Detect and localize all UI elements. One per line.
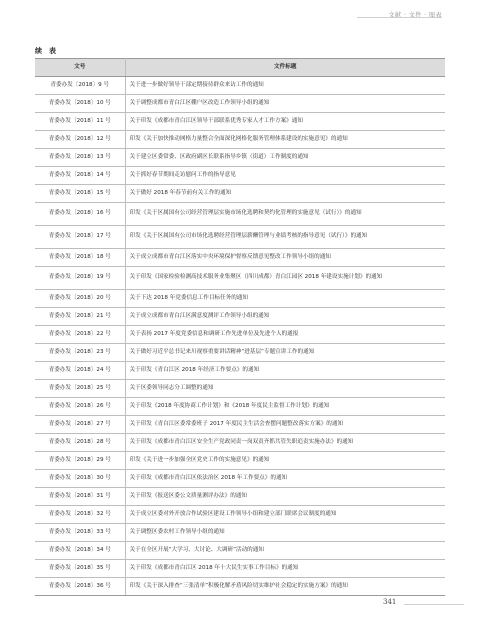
table-row — [35, 524, 445, 542]
table-row — [35, 290, 445, 308]
doc-title-cell: 关于印发《成都市青白江区依法治区 2018 年工作要点》的通知 — [125, 470, 445, 488]
table-row — [35, 416, 445, 434]
doc-title-cell: 关于建立区委常委、区政府副区长联系指导乡镇（街道）工作制度的通知 — [125, 149, 445, 167]
doc-number-cell: 青委办发〔2018〕29 号 — [35, 452, 125, 470]
doc-title-cell: 关于印发《成都市青白江区 2018 年十大民生实事工作目标》的通知 — [125, 560, 445, 578]
doc-title-cell: 关于成立成都市青白江区落实中央环境保护督察反馈意见整改工作领导小组的通知 — [125, 249, 445, 267]
doc-title-cell: 关于调整区委农村工作领导小组的通知 — [125, 524, 445, 542]
doc-number-cell: 青委办发〔2018〕19 号 — [35, 267, 125, 290]
table-row — [35, 77, 445, 95]
table-row — [35, 113, 445, 131]
doc-number-cell: 青委办发〔2018〕35 号 — [35, 560, 125, 578]
table-row — [35, 249, 445, 267]
table-row — [35, 308, 445, 326]
doc-number-cell: 青委办发〔2018〕34 号 — [35, 542, 125, 560]
table-row — [35, 95, 445, 113]
doc-title-cell: 印发《关于区属国有公司市场化选聘经营管理层薪酬管理与业绩考核的指导意见（试行）》的通知 — [125, 226, 445, 249]
doc-number-cell: 青委办发〔2018〕9 号 — [35, 77, 125, 95]
doc-title-cell: 关于在全区开展“大学习、大讨论、大调研”活动的通知 — [125, 542, 445, 560]
page-number: 341 — [383, 598, 397, 606]
table-row — [35, 380, 445, 398]
continued-label: 续 表 — [35, 47, 56, 55]
doc-title-cell: 关于印发《青白江区委常委班子 2017 年度民主生活会查摆问题整改落实方案》的通知 — [125, 416, 445, 434]
table-row — [35, 326, 445, 344]
doc-number-cell: 青委办发〔2018〕10 号 — [35, 95, 125, 113]
table-row — [35, 344, 445, 362]
running-header: 文献 · 文件 · 图表 — [388, 12, 442, 19]
table-row — [35, 452, 445, 470]
doc-number-cell: 青委办发〔2018〕33 号 — [35, 524, 125, 542]
table-row — [35, 203, 445, 226]
doc-number-cell: 青委办发〔2018〕31 号 — [35, 488, 125, 506]
doc-number-cell: 青委办发〔2018〕12 号 — [35, 131, 125, 149]
column-header-doc-number: 文号 — [35, 59, 125, 77]
table-row — [35, 542, 445, 560]
doc-number-cell: 青委办发〔2018〕25 号 — [35, 380, 125, 398]
table-row — [35, 226, 445, 249]
doc-title-cell: 关于进一步做好领导干部定期接待群众来访工作的通知 — [125, 77, 445, 95]
doc-number-cell: 青委办发〔2018〕16 号 — [35, 203, 125, 226]
doc-title-cell: 关于印发《成都市青白江区安全生产党政同责一岗双责齐抓共管失职追责实施办法》的通知 — [125, 434, 445, 452]
doc-number-cell: 青委办发〔2018〕22 号 — [35, 326, 125, 344]
doc-title-cell: 关于下达 2018 年党委信息工作目标任务的通知 — [125, 290, 445, 308]
table-row — [35, 578, 445, 596]
table-row — [35, 267, 445, 290]
doc-title-cell: 关于做好习近平总书记来川视察重要讲话精神“进基层”专题宣讲工作的通知 — [125, 344, 445, 362]
doc-title-cell: 关于表扬 2017 年度党委信息和调研工作先进单位及先进个人的通报 — [125, 326, 445, 344]
doc-title-cell: 关于成立区委对外开放合作试验区建设工作领导小组和建立部门联席会议制度的通知 — [125, 506, 445, 524]
doc-number-cell: 青委办发〔2018〕20 号 — [35, 290, 125, 308]
table-row — [35, 470, 445, 488]
doc-title-cell: 关于成立成都市青白江区满意度测评工作领导小组的通知 — [125, 308, 445, 326]
doc-number-cell: 青委办发〔2018〕21 号 — [35, 308, 125, 326]
doc-number-cell: 青委办发〔2018〕23 号 — [35, 344, 125, 362]
table-row — [35, 506, 445, 524]
doc-title-cell: 关于抓好春节期间走访慰问工作的指导意见 — [125, 167, 445, 185]
footer-rule — [404, 604, 464, 605]
doc-number-cell: 青委办发〔2018〕24 号 — [35, 362, 125, 380]
table-row — [35, 398, 445, 416]
table-row — [35, 434, 445, 452]
doc-title-cell: 关于印发《国家检验检测高技术服务业集聚区（四川成都）青白江园区 2018 年建设实施计划》的通知 — [125, 267, 445, 290]
doc-title-cell: 关于印发《青白江区 2018 年经济工作要点》的通知 — [125, 362, 445, 380]
doc-title-cell: 印发《关于区属国有公司经营管理层实施市场化选聘和契约化管理的实施意见（试行）》的通知 — [125, 203, 445, 226]
doc-number-cell: 青委办发〔2018〕17 号 — [35, 226, 125, 249]
table-row — [35, 488, 445, 506]
document-table — [35, 58, 445, 596]
doc-title-cell: 关于印发《2018 年度协商工作计划》和《2018 年度民主监督工作计划》的通知 — [125, 398, 445, 416]
doc-number-cell: 青委办发〔2018〕30 号 — [35, 470, 125, 488]
doc-title-cell: 关于做好 2018 年春节前有关工作的通知 — [125, 185, 445, 203]
table-row — [35, 149, 445, 167]
doc-number-cell: 青委办发〔2018〕26 号 — [35, 398, 125, 416]
doc-title-cell: 关于调整成都市青白江区棚户区改造工作领导小组的通知 — [125, 95, 445, 113]
doc-title-cell: 关于区委领导同志分工调整的通知 — [125, 380, 445, 398]
doc-number-cell: 青委办发〔2018〕28 号 — [35, 434, 125, 452]
doc-title-cell: 印发《关于深入排查“三张清单”积极化解矛盾风险切实维护社会稳定的实施方案》的通知 — [125, 578, 445, 596]
table-row — [35, 167, 445, 185]
doc-number-cell: 青委办发〔2018〕13 号 — [35, 149, 125, 167]
table-row — [35, 131, 445, 149]
doc-title-cell: 印发《关于进一步加强全区党史工作的实施意见》的通知 — [125, 452, 445, 470]
header-rule — [357, 17, 442, 18]
doc-number-cell: 青委办发〔2018〕36 号 — [35, 578, 125, 596]
table-row — [35, 362, 445, 380]
doc-number-cell: 青委办发〔2018〕11 号 — [35, 113, 125, 131]
doc-number-cell: 青委办发〔2018〕32 号 — [35, 506, 125, 524]
table-row — [35, 185, 445, 203]
table-row — [35, 560, 445, 578]
doc-title-cell: 关于印发《报送区委公文质量测评办法》的通知 — [125, 488, 445, 506]
doc-title-cell: 关于印发《成都市青白江区领导干部联系优秀专家人才工作方案》通知 — [125, 113, 445, 131]
column-header-doc-title: 文件标题 — [125, 59, 445, 77]
doc-number-cell: 青委办发〔2018〕18 号 — [35, 249, 125, 267]
doc-title-cell: 印发《关于加快推动网格力量整合全面深化网格化服务管理体系建设的实施意见》的通知 — [125, 131, 445, 149]
doc-number-cell: 青委办发〔2018〕27 号 — [35, 416, 125, 434]
doc-number-cell: 青委办发〔2018〕15 号 — [35, 185, 125, 203]
doc-number-cell: 青委办发〔2018〕14 号 — [35, 167, 125, 185]
table-header-row — [35, 59, 445, 77]
